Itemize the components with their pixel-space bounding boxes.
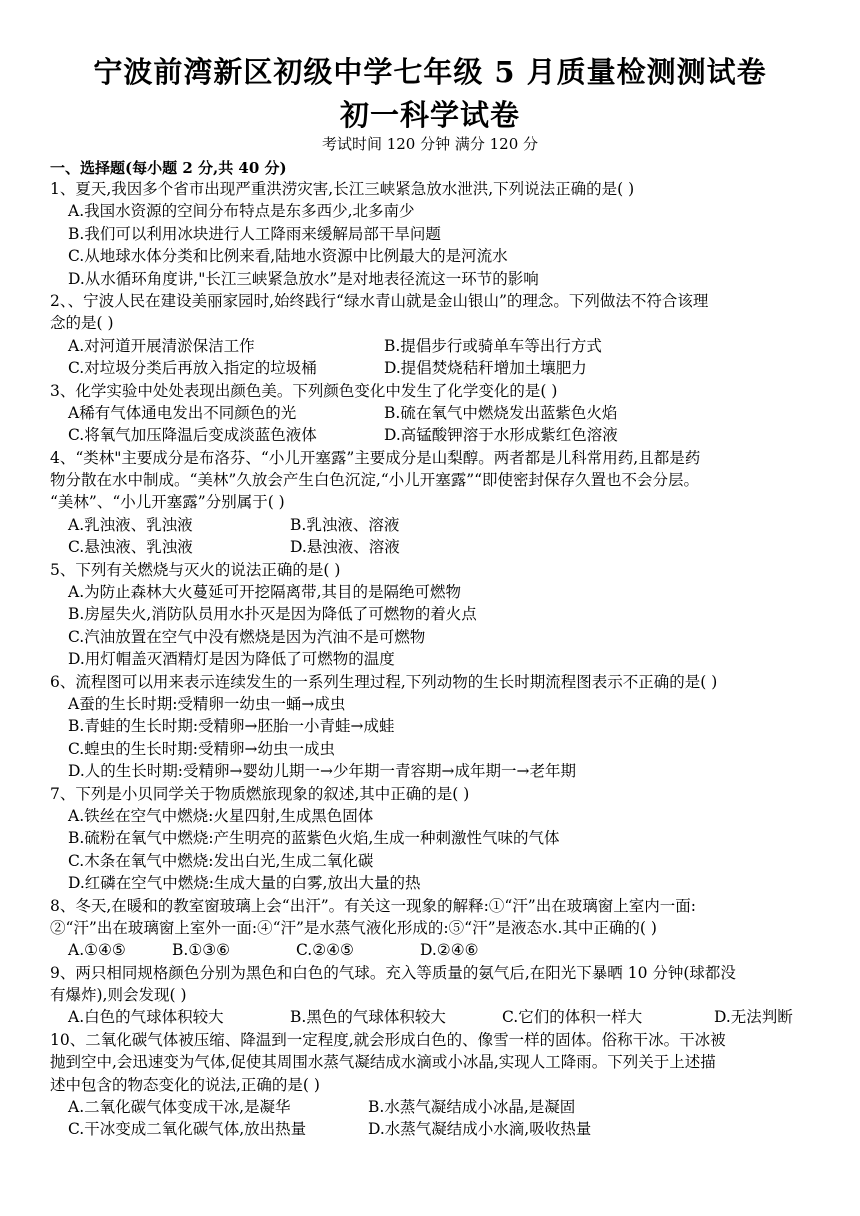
question-7-option-a: A.铁丝在空气中燃烧:火星四射,生成黑色固体 [68, 806, 374, 825]
question-8-option-c: C.②④⑤ [296, 941, 354, 960]
question-7-stem: 7、下列是小贝同学关于物质燃旅现象的叙述,其中正确的是( ) [50, 784, 470, 803]
question-4-options-row-2 [50, 536, 810, 558]
question-6-option-a: A蚕的生长时期:受精卵一幼虫一蛹→成虫 [68, 694, 346, 713]
question-8-option-b: B.①③⑥ [172, 941, 231, 960]
exam-subtitle: 初一科学试卷 [339, 98, 520, 132]
question-4-stem: 4、“类林"主要成分是布洛芬、“小儿开塞露”主要成分是山梨醇。两者都是儿科常用药,且都是药 [50, 448, 701, 467]
question-5-option-c: C.汽油放置在空气中没有燃烧是因为汽油不是可燃物 [68, 627, 426, 646]
question-9-option-c: C.它们的体积一样大 [502, 1008, 643, 1027]
question-4-option-c: C.悬浊液、乳浊液 [68, 538, 193, 557]
question-6-stem: 6、流程图可以用来表示连续发生的一系列生理过程,下列动物的生长时期流程图表示不正确的是( ) [50, 672, 718, 691]
question-7-option-b: B.硫粉在氧气中燃烧:产生明亮的蓝紫色火焰,生成一种刺激性气味的气体 [68, 829, 560, 848]
question-9-option-b: B.黑色的气球体积较大 [290, 1008, 446, 1027]
question-10-stem-cont-2: 述中包含的物态变化的说法,正确的是( ) [50, 1075, 320, 1094]
question-8-option-d: D.②④⑥ [420, 941, 479, 960]
question-3-option-a: A稀有气体通电发出不同颜色的光 [68, 403, 297, 422]
question-2-option-d: D.提倡焚烧秸秆增加土壤肥力 [384, 359, 587, 378]
question-4-option-a: A.乳浊液、乳浊液 [68, 515, 193, 534]
question-10-option-c: C.干冰变成二氧化碳气体,放出热量 [68, 1120, 307, 1139]
question-2-option-c: C.对垃圾分类后再放入指定的垃圾桶 [68, 359, 317, 378]
question-10-option-d: D.水蒸气凝结成小水滴,吸收热量 [368, 1120, 592, 1139]
question-7-option-c: C.木条在氧气中燃烧:发出白光,生成二氧化碳 [68, 851, 374, 870]
question-1-option-c: C.从地球水体分类和比例来看,陆地水资源中比例最大的是河流水 [68, 247, 508, 266]
question-9-stem-cont: 有爆炸),则会发现( ) [50, 986, 187, 1005]
question-2-option-a: A.对河道开展清淤保洁工作 [68, 336, 255, 355]
question-10-stem: 10、二氧化碳气体被压缩、降温到一定程度,就会形成白色的、像雪一样的固体。俗称干冰。干冰被 [50, 1030, 726, 1049]
question-3-option-d: D.高锰酸钾溶于水形成紫红色溶液 [384, 426, 618, 445]
question-1-stem: 1、夏天,我因多个省市出现严重洪涝灾害,长江三峡紧急放水泄洪,下列说法正确的是( ) [50, 180, 635, 198]
question-4-stem-cont-1: 物分散在水中制成。“美林”久放会产生白色沉淀,“小儿开塞露”“即使密封保存久置也不会分层。 [50, 471, 700, 490]
question-10-option-a: A.二氧化碳气体变成干冰,是凝华 [68, 1098, 291, 1117]
exam-info: 考试时间 120 分钟 满分 120 分 [321, 135, 539, 153]
question-7-option-d: D.红磷在空气中燃烧:生成大量的白雾,放出大量的热 [68, 874, 421, 893]
question-2-stem: 2、、宁波人民在建设美丽家园时,始终践行“绿水青山就是金山银山”的理念。下列做法不符合该理 [50, 291, 709, 310]
question-9-option-d: D.无法判断 [714, 1008, 793, 1027]
question-4-option-d: D.悬浊液、溶液 [290, 538, 400, 557]
question-1-option-a: A.我国水资源的空间分布特点是东多西少,北多南少 [68, 202, 415, 221]
question-4-stem-cont-2: “美林”、“小儿开塞露”分别属于( ) [50, 493, 285, 512]
question-2-options-row-1 [50, 335, 810, 357]
question-8-stem: 8、冬天,在暖和的教室窗玻璃上会“出汗”。有关这一现象的解释:①“汗”出在玻璃窗上室内一面: [50, 896, 696, 915]
question-10-options-row-1 [50, 1096, 810, 1118]
question-3-stem: 3、化学实验中处处表现出颜色美。下列颜色变化中发生了化学变化的是( ) [50, 381, 558, 400]
question-10-stem-cont-1: 抛到空中,会迅速变为气体,促使其周围水蒸气凝结成水滴或小冰晶,实现人工降雨。下列关于上述描 [50, 1053, 716, 1072]
question-9-option-a: A.白色的气球体积较大 [68, 1008, 224, 1027]
question-4-options-row-1 [50, 514, 810, 536]
question-5-option-d: D.用灯帽盖灭酒精灯是因为降低了可燃物的温度 [68, 650, 395, 669]
question-5-option-a: A.为防止森林大火蔓延可开挖隔离带,其目的是隔绝可燃物 [68, 583, 462, 602]
exam-title: 宁波前湾新区初级中学七年级 5 月质量检测测试卷 [93, 55, 767, 89]
question-1-option-d: D.从水循环角度讲,"长江三峡紧急放水”是对地表径流这一环节的影响 [68, 269, 539, 288]
question-8-option-a: A.①④⑤ [68, 941, 126, 960]
question-10-options-row-2 [50, 1118, 810, 1140]
question-6-option-d: D.人的生长时期:受精卵→婴幼儿期一→少年期一青容期→成年期一→老年期 [68, 762, 576, 781]
question-8-options-row [50, 939, 810, 961]
question-8-stem-cont: ②“汗”出在玻璃窗上室外一面:④“汗”是水蒸气液化形成的:⑤“汗”是液态水.其中正确的( ) [50, 918, 657, 937]
question-2-option-b: B.提倡步行或骑单车等出行方式 [384, 336, 602, 355]
question-6-option-b: B.青蛙的生长时期:受精卵→胚胎一小青蛙→成蛙 [68, 717, 395, 736]
question-4-option-b: B.乳浊液、溶液 [290, 515, 400, 534]
question-3-option-b: B.硫在氧气中燃烧发出蓝紫色火焰 [384, 403, 618, 422]
question-3-option-c: C.将氧气加压降温后变成淡蓝色液体 [68, 426, 317, 445]
question-2-stem-cont: 念的是( ) [50, 314, 114, 333]
question-list [50, 178, 810, 1141]
section-heading: 一、选择题(每小题 2 分,共 40 分) [50, 159, 287, 177]
question-5-option-b: B.房屋失火,消防队员用水扑灭是因为降低了可燃物的着火点 [68, 605, 477, 624]
question-5-stem: 5、下列有关燃烧与灭火的说法正确的是( ) [50, 560, 341, 579]
question-3-options-row-2 [50, 424, 810, 446]
question-6-option-c: C.蝗虫的生长时期:受精卵→幼虫一成虫 [68, 739, 335, 758]
question-3-options-row-1 [50, 402, 810, 424]
question-1-option-b: B.我们可以利用冰块进行人工降雨来缓解局部干旱问题 [68, 224, 441, 243]
question-9-options-row [50, 1006, 810, 1028]
question-2-options-row-2 [50, 357, 810, 379]
question-10-option-b: B.水蒸气凝结成小冰晶,是凝固 [368, 1098, 576, 1117]
question-9-stem: 9、两只相同规格颜色分别为黑色和白色的气球。充入等质量的氨气后,在阳光下暴晒 10 分钟(球都没 [50, 963, 736, 982]
